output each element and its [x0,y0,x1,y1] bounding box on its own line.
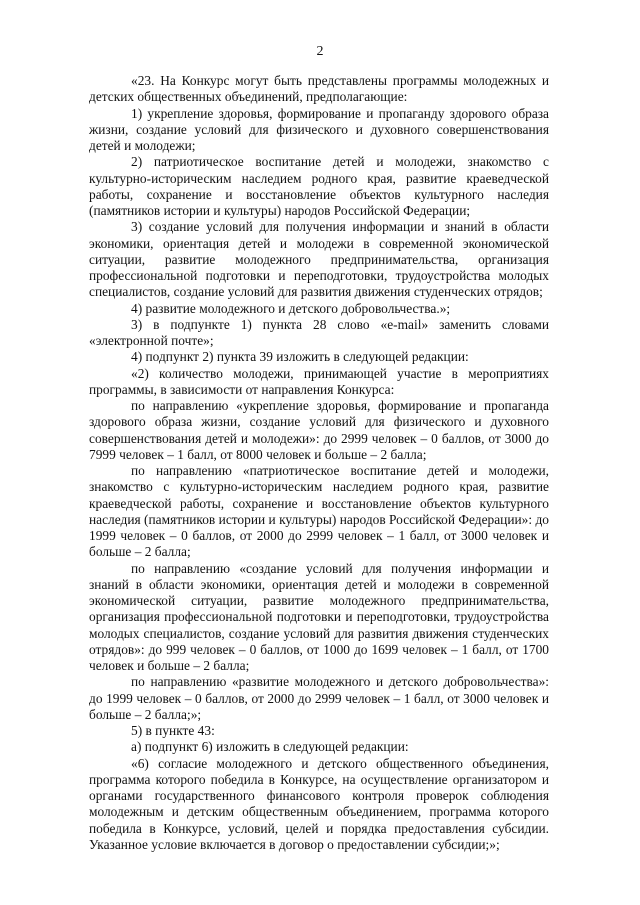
paragraph-sub-3: 3) создание условий для получения информации и знаний в области экономики, ориентация детей и молодежи в современной экономической ситуации, развитие молодежного предпринимательства, организация профессиональной подготовки и переподготовки, трудоустройства молодых специалистов, создание условий для развития движения студенческих отрядов; [89,219,549,300]
page-number: 2 [316,44,324,59]
paragraph-direction-health: по направлению «укрепление здоровья, формирование и пропаганда здорового образа жизни, создание условий для физического и духовного совершенствования детей и молодежи»: до 2999 человек – 0 баллов, от 3000 до 7999 человек – 1 балл, от 8000 человек и больше – 2 балла; [89,398,549,462]
paragraph-sub-a: а) подпункт 6) изложить в следующей редакции: [131,739,409,755]
paragraph-sub-1: 1) укрепление здоровья, формирование и пропаганду здорового образа жизни, создание условий для физического и духовного совершенствования детей и молодежи; [89,105,549,153]
paragraph-new-sub-2: «2) количество молодежи, принимающей участие в мероприятиях программы, в зависимости от направления Конкурса: [89,365,549,397]
document-body [89,73,549,853]
paragraph-amendment-5: 5) в пункте 43: [131,723,215,738]
paragraph-sub-2: 2) патриотическое воспитание детей и молодежи, знакомство с культурно-историческим наследием родного края, развитие краеведческой работы, сохранение и восстановление объектов культурного наследия (памятников истории и культуры) народов Российской Федерации; [89,154,549,218]
paragraph-sub-4: 4) развитие молодежного и детского добровольчества.»; [131,300,451,316]
paragraph-direction-economics: по направлению «создание условий для получения информации и знаний в области экономики, ориентация детей и молодежи в современной экономической ситуации, развитие молодежного предпринимательства, организация профессиональной подготовки и переподготовки, трудоустройства молодых специалистов, создание условий для развития движения студенческих отрядов»: до 999 человек – 0 баллов, от 1000 до 1699 человек – 1 балл, от 1700 человек и больше – 2 балла; [89,560,549,673]
paragraph-item-23: «23. На Конкурс могут быть представлены программы молодежных и детских общественных объединений, предполагающие: [89,73,549,105]
paragraph-new-sub-6: «6) согласие молодежного и детского общественного объединения, программа которого победила в Конкурсе, на осуществление организатором и органами государственного финансового контроля проверок соблюдения молодежным и детским общественным объединением, программа которого победила в Конкурсе, условий, целей и порядка предоставления субсидии. Указанное условие включается в договор о предоставлении субсидии;»; [89,755,549,852]
paragraph-amendment-3: 3) в подпункте 1) пункта 28 слово «e-mail» заменить словами «электронной почте»; [89,316,549,348]
paragraph-direction-volunteering: по направлению «развитие молодежного и детского добровольчества»: до 1999 человек – 0 баллов, от 2000 до 2999 человек – 1 балл, от 3000 человек и больше – 2 балла;»; [89,674,549,722]
paragraph-direction-patriotic: по направлению «патриотическое воспитание детей и молодежи, знакомство с культурно-историческим наследием родного края, развитие краеведческой работы, сохранение и восстановление объектов культурного наследия (памятников истории и культуры) народов Российской Федерации»: до 1999 человек – 0 баллов, от 2000 до 2999 человек – 1 балл, от 3000 человек и больше – 2 балла; [89,463,549,560]
paragraph-amendment-4: 4) подпункт 2) пункта 39 изложить в следующей редакции: [131,349,469,365]
